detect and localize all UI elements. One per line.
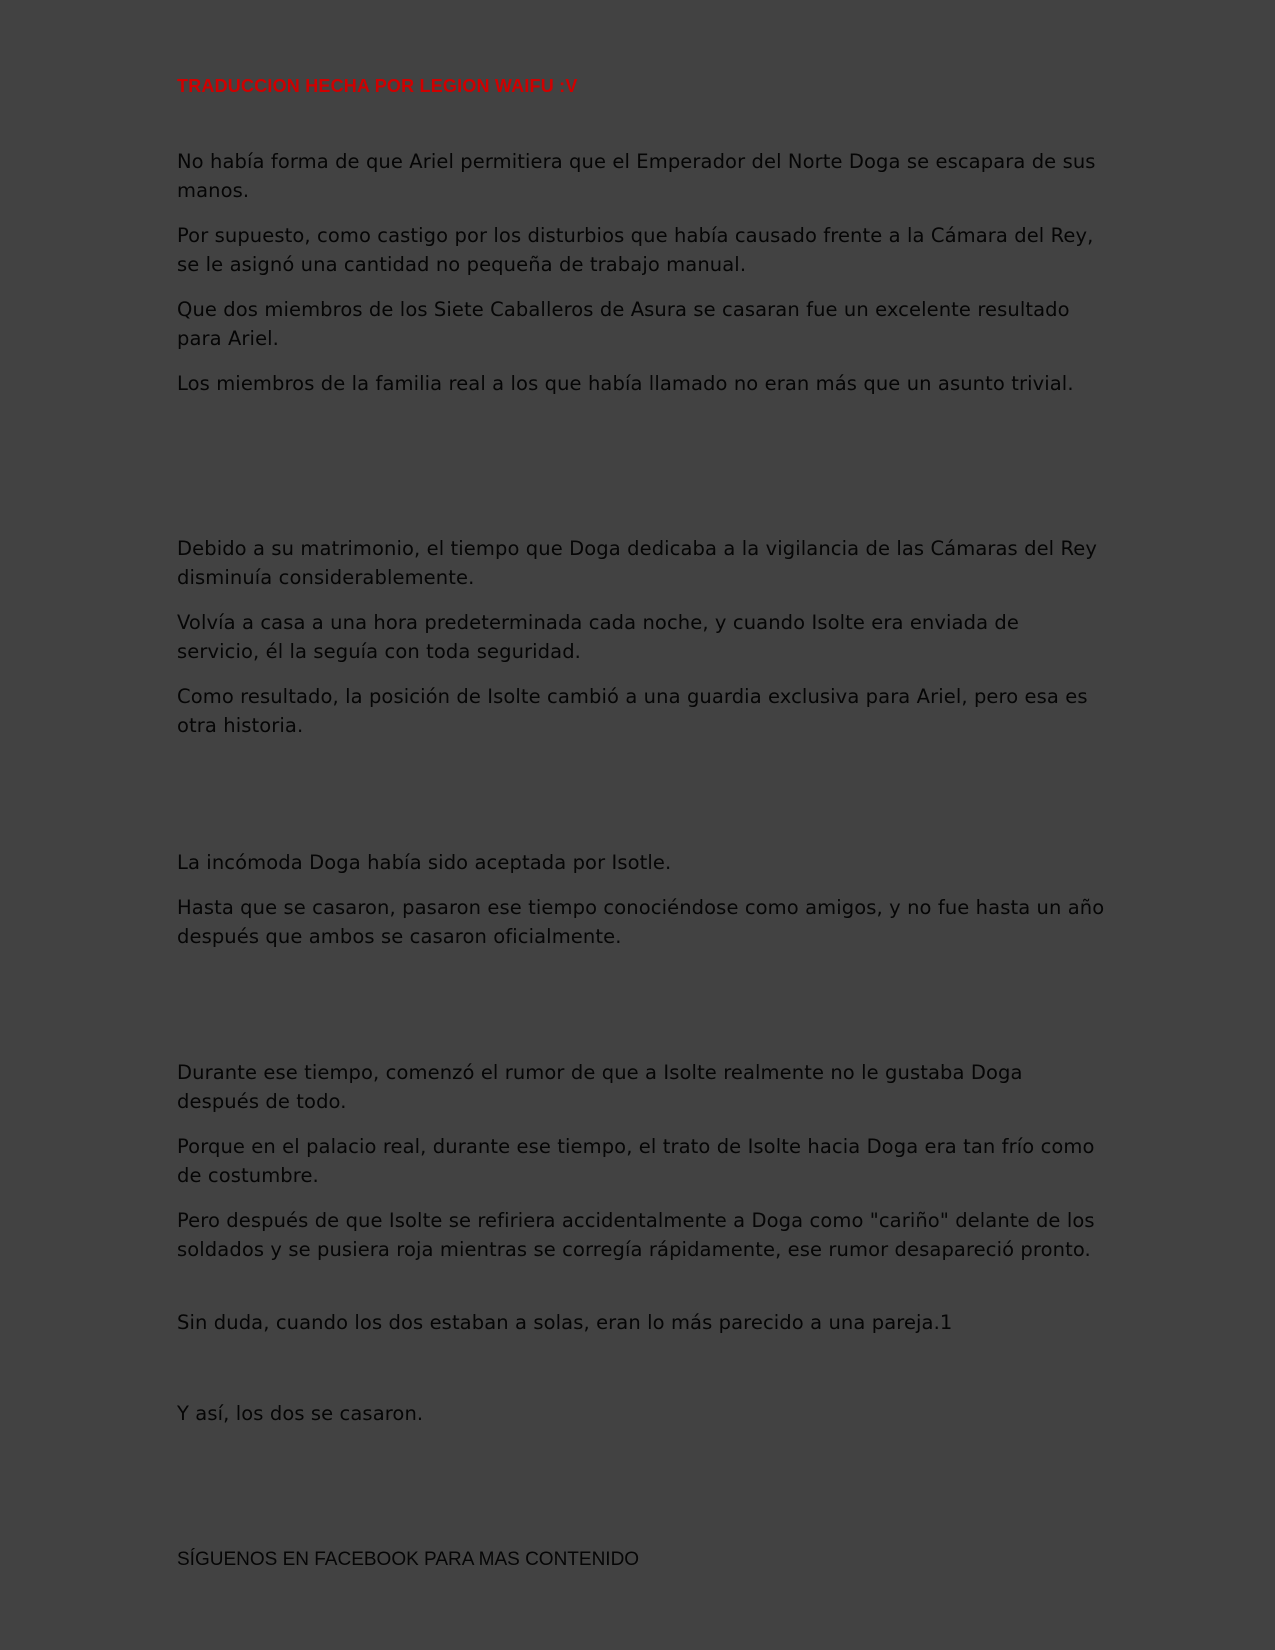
translation-credit: TRADUCCION HECHA POR LEGION WAIFU :V [177, 76, 578, 96]
paragraph: Porque en el palacio real, durante ese tiempo, el trato de Isolte hacia Doga era tan frío como de costumbre. [177, 1135, 1095, 1187]
paragraph: Como resultado, la posición de Isolte cambió a una guardia exclusiva para Ariel, pero esa es otra historia. [177, 685, 1088, 737]
paragraph: Y así, los dos se casaron. [177, 1402, 424, 1425]
paragraph: Hasta que se casaron, pasaron ese tiempo conociéndose como amigos, y no fue hasta un año después que ambos se casaron oficialmente. [177, 896, 1105, 948]
paragraph: Volvía a casa a una hora predeterminada cada noche, y cuando Isolte era enviada de servicio, él la seguía con toda seguridad. [177, 611, 1019, 663]
paragraph: Sin duda, cuando los dos estaban a solas, eran lo más parecido a una pareja.1 [177, 1311, 953, 1334]
paragraph: Los miembros de la familia real a los que había llamado no eran más que un asunto trivial. [177, 372, 1074, 395]
paragraph: No había forma de que Ariel permitiera que el Emperador del Norte Doga se escapara de sus manos. [177, 150, 1096, 202]
paragraph: Pero después de que Isolte se refiriera accidentalmente a Doga como "cariño" delante de los soldados y se pusiera roja mientras se corregía rápidamente, ese rumor desapareció pronto. [177, 1209, 1095, 1261]
facebook-follow-note: SÍGUENOS EN FACEBOOK PARA MAS CONTENIDO [177, 1549, 640, 1570]
paragraph: Debido a su matrimonio, el tiempo que Doga dedicaba a la vigilancia de las Cámaras del Rey disminuía considerablemente. [177, 537, 1097, 589]
paragraph: Durante ese tiempo, comenzó el rumor de que a Isolte realmente no le gustaba Doga después de todo. [177, 1061, 1023, 1113]
paragraph: Que dos miembros de los Siete Caballeros de Asura se casaran fue un excelente resultado para Ariel. [177, 298, 1070, 350]
paragraph: La incómoda Doga había sido aceptada por Isotle. [177, 851, 672, 874]
paragraph: Por supuesto, como castigo por los disturbios que había causado frente a la Cámara del Rey, se le asignó una cantidad no pequeña de trabajo manual. [177, 224, 1094, 276]
